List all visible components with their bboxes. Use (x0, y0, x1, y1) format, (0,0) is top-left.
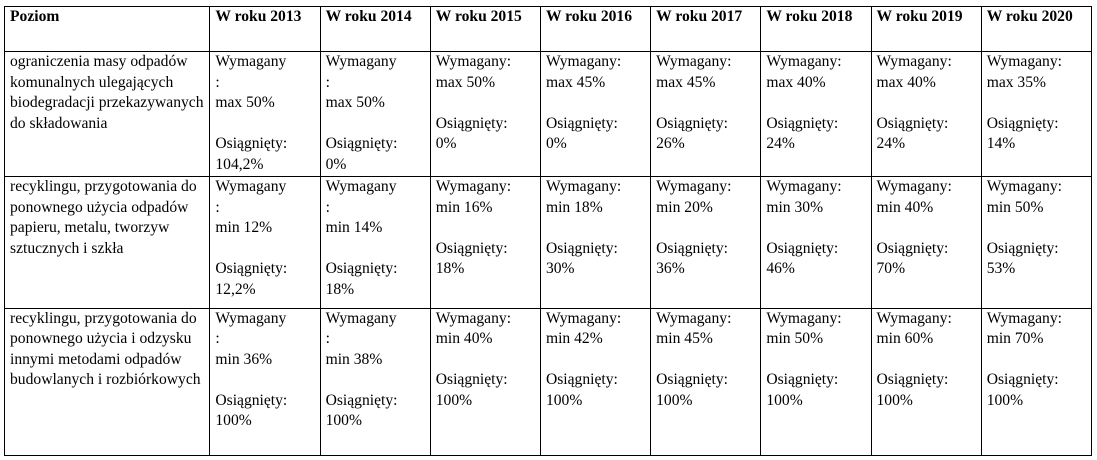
achieved-label: Osiągnięty: (876, 239, 949, 257)
value-cell (651, 177, 761, 308)
achieved-value: 53% (986, 260, 1016, 278)
header-year-4: W roku 2017 (651, 7, 761, 52)
required-value: max 50% (325, 94, 385, 111)
achieved-value: 36% (656, 260, 685, 278)
header-row (5, 7, 1092, 52)
spacer (436, 93, 536, 114)
required-label: Wymagany: (656, 53, 732, 70)
spacer (546, 218, 646, 239)
value-cell (981, 52, 1091, 177)
spacer (766, 350, 866, 371)
achieved-label: Osiągnięty: (435, 114, 508, 132)
spacer (877, 218, 977, 239)
spacer (326, 370, 426, 391)
header-year-3: W roku 2016 (540, 7, 650, 52)
required-label: Wymagany (325, 178, 397, 196)
achieved-value: 14% (986, 135, 1016, 152)
required-value: min 30% (766, 198, 824, 216)
value-cell (210, 308, 320, 455)
achieved-value: 100% (545, 391, 583, 409)
required-value: max 35% (986, 73, 1047, 91)
required-label: Wymagany: (876, 53, 952, 70)
required-label: Wymagany (215, 309, 287, 327)
spacer (766, 93, 866, 114)
spacer (215, 239, 315, 260)
value-cell (761, 177, 871, 308)
value-cell (761, 52, 871, 177)
required-label: Wymagany (215, 53, 287, 70)
achieved-label: Osiągnięty: (545, 239, 618, 257)
table-row (5, 177, 1092, 308)
required-value: min 18% (545, 198, 603, 216)
achieved-value: 104,2% (215, 155, 264, 173)
spacer (215, 370, 315, 391)
required-label: Wymagany: (766, 53, 842, 70)
achieved-label: Osiągnięty: (325, 135, 398, 152)
required-label: Wymagany: (876, 309, 952, 327)
required-label: Wymagany: (986, 309, 1062, 327)
value-cell (430, 52, 540, 177)
spacer (656, 93, 756, 114)
value-cell (761, 308, 871, 455)
achieved-label: Osiągnięty: (656, 114, 729, 132)
value-cell (540, 177, 650, 308)
achieved-label: Osiągnięty: (986, 114, 1059, 132)
required-value: min 50% (986, 198, 1044, 216)
required-label: Wymagany: (545, 178, 622, 196)
achieved-value: 24% (766, 135, 795, 152)
achieved-label: Osiągnięty: (435, 371, 508, 389)
achieved-label: Osiągnięty: (215, 260, 288, 278)
value-cell (540, 308, 650, 455)
achieved-label: Osiągnięty: (766, 114, 839, 132)
required-colon: : (325, 330, 330, 348)
table-row (5, 308, 1092, 455)
value-cell (871, 52, 981, 177)
value-cell (210, 177, 320, 308)
required-colon: : (215, 330, 220, 348)
spacer (215, 114, 315, 135)
spacer (546, 350, 646, 371)
header-year-1: W roku 2014 (320, 7, 430, 52)
spacer (877, 93, 977, 114)
achieved-value: 100% (986, 391, 1024, 409)
required-value: min 16% (435, 198, 493, 216)
header-year-5: W roku 2018 (761, 7, 871, 52)
header-year-7: W roku 2020 (981, 7, 1091, 52)
table-row (5, 52, 1092, 177)
achieved-label: Osiągnięty: (986, 239, 1059, 257)
required-value: max 50% (435, 73, 496, 91)
achieved-label: Osiągnięty: (545, 114, 618, 132)
achieved-value: 46% (766, 260, 795, 278)
required-value: min 42% (545, 330, 603, 348)
achieved-value: 100% (435, 391, 473, 409)
achieved-value: 18% (325, 280, 355, 298)
required-colon: : (325, 73, 330, 91)
required-value: max 50% (215, 94, 275, 111)
required-label: Wymagany: (435, 309, 512, 327)
required-label: Wymagany: (435, 178, 512, 196)
achieved-value: 100% (656, 391, 693, 409)
row-label: ograniczenia masy odpadów komunalnych ulegających biodegradacji przekazywanych do składowania (5, 52, 210, 177)
achieved-label: Osiągnięty: (656, 239, 729, 257)
value-cell (871, 177, 981, 308)
required-value: min 14% (325, 219, 383, 237)
achieved-label: Osiągnięty: (215, 391, 288, 409)
value-cell (540, 52, 650, 177)
required-value: max 45% (545, 73, 606, 91)
required-value: min 70% (986, 330, 1044, 348)
value-cell (981, 308, 1091, 455)
achieved-value: 70% (876, 260, 906, 278)
header-year-2: W roku 2015 (430, 7, 540, 52)
value-cell (320, 177, 430, 308)
spacer (656, 218, 756, 239)
achieved-value: 30% (545, 260, 575, 278)
spacer (326, 239, 426, 260)
required-label: Wymagany: (435, 53, 512, 70)
required-label: Wymagany: (656, 178, 732, 196)
spacer (987, 93, 1087, 114)
required-value: min 50% (766, 330, 824, 348)
achieved-label: Osiągnięty: (766, 371, 839, 389)
spacer (987, 350, 1087, 371)
row-label: recyklingu, przygotowania do ponownego użycia i odzysku innymi metodami odpadów budowlanych i rozbiórkowych (5, 308, 210, 455)
achieved-value: 100% (325, 412, 362, 430)
required-colon: : (325, 198, 330, 216)
achieved-label: Osiągnięty: (656, 371, 729, 389)
header-level: Poziom (5, 7, 210, 52)
spacer (766, 218, 866, 239)
required-label: Wymagany (325, 309, 397, 327)
required-colon: : (215, 73, 220, 91)
required-colon: : (215, 198, 220, 216)
required-value: min 38% (325, 350, 383, 368)
achieved-label: Osiągnięty: (876, 114, 949, 132)
header-year-6: W roku 2019 (871, 7, 981, 52)
achieved-value: 100% (215, 412, 252, 430)
value-cell (871, 308, 981, 455)
spacer (987, 218, 1087, 239)
achieved-label: Osiągnięty: (766, 239, 839, 257)
achieved-label: Osiągnięty: (986, 371, 1059, 389)
achieved-value: 0% (545, 135, 567, 152)
required-label: Wymagany: (656, 309, 732, 327)
required-value: max 45% (656, 73, 716, 91)
spacer (436, 218, 536, 239)
value-cell (981, 177, 1091, 308)
value-cell (430, 177, 540, 308)
required-value: min 20% (656, 198, 713, 216)
required-label: Wymagany: (766, 309, 842, 327)
achieved-value: 100% (876, 391, 913, 409)
spacer (436, 350, 536, 371)
achieved-label: Osiągnięty: (325, 391, 398, 409)
required-value: max 40% (766, 73, 826, 91)
value-cell (320, 52, 430, 177)
achieved-value: 100% (766, 391, 803, 409)
row-label: recyklingu, przygotowania do ponownego użycia odpadów papieru, metalu, tworzyw sztucznych i szkła (5, 177, 210, 308)
value-cell (430, 308, 540, 455)
achieved-value: 0% (435, 135, 457, 152)
required-label: Wymagany: (876, 178, 952, 196)
spacer (656, 350, 756, 371)
value-cell (651, 52, 761, 177)
achieved-value: 18% (435, 260, 465, 278)
required-label: Wymagany: (545, 53, 622, 70)
required-label: Wymagany: (766, 178, 842, 196)
value-cell (210, 52, 320, 177)
required-value: min 36% (215, 350, 273, 368)
achieved-label: Osiągnięty: (435, 239, 508, 257)
spacer (326, 114, 426, 135)
required-value: min 60% (876, 330, 934, 348)
value-cell (651, 308, 761, 455)
required-value: min 45% (656, 330, 713, 348)
achieved-label: Osiągnięty: (325, 260, 398, 278)
required-value: min 12% (215, 219, 273, 237)
header-year-0: W roku 2013 (210, 7, 320, 52)
required-value: max 40% (876, 73, 936, 91)
spacer (546, 93, 646, 114)
achieved-value: 26% (656, 135, 685, 152)
waste-levels-table (4, 6, 1092, 456)
spacer (877, 350, 977, 371)
achieved-label: Osiągnięty: (876, 371, 949, 389)
required-label: Wymagany (325, 53, 397, 70)
achieved-value: 0% (325, 155, 347, 173)
achieved-value: 12,2% (215, 280, 256, 298)
achieved-value: 24% (876, 135, 906, 152)
required-label: Wymagany (215, 178, 287, 196)
achieved-label: Osiągnięty: (215, 135, 288, 152)
required-value: min 40% (435, 330, 493, 348)
required-label: Wymagany: (545, 309, 622, 327)
required-label: Wymagany: (986, 178, 1062, 196)
required-label: Wymagany: (986, 53, 1062, 70)
achieved-label: Osiągnięty: (545, 371, 618, 389)
required-value: min 40% (876, 198, 934, 216)
value-cell (320, 308, 430, 455)
